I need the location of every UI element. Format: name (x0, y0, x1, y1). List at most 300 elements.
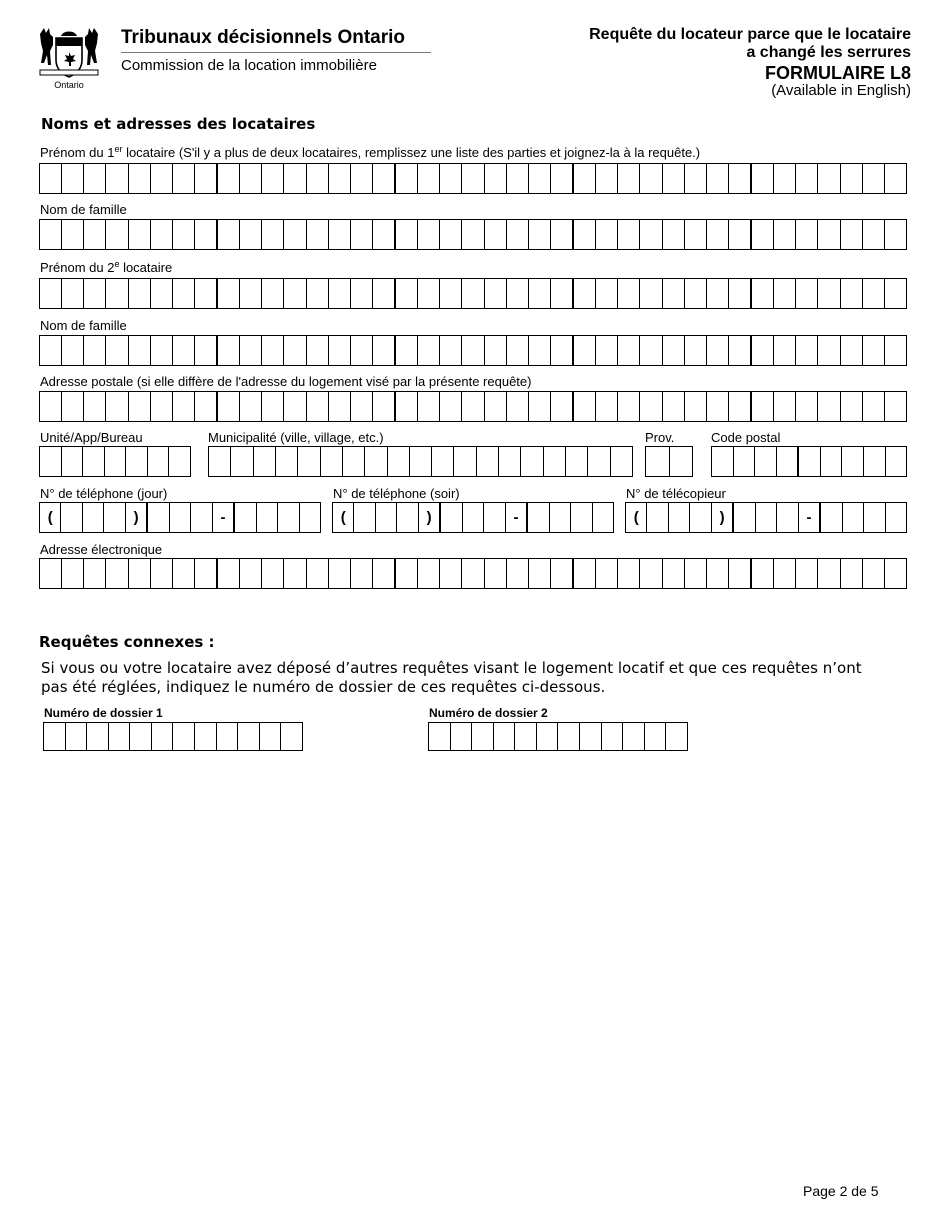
character-box[interactable] (106, 559, 128, 588)
character-box[interactable] (40, 164, 62, 193)
character-box[interactable] (307, 164, 329, 193)
digit-box[interactable] (148, 503, 169, 532)
character-box[interactable] (685, 559, 707, 588)
character-box[interactable] (84, 164, 106, 193)
digit-box[interactable] (550, 503, 571, 532)
character-box[interactable] (40, 392, 62, 421)
first-name-2-field[interactable] (39, 278, 907, 309)
character-box[interactable] (62, 336, 84, 365)
phone-day-field[interactable] (39, 502, 321, 533)
character-box[interactable] (841, 336, 863, 365)
character-box[interactable] (307, 279, 329, 308)
character-box[interactable] (707, 220, 729, 249)
character-box[interactable] (580, 723, 602, 750)
character-box[interactable] (774, 336, 796, 365)
character-box[interactable] (106, 336, 128, 365)
character-box[interactable] (84, 392, 106, 421)
character-box[interactable] (841, 559, 863, 588)
character-box[interactable] (537, 723, 559, 750)
character-box[interactable] (885, 164, 906, 193)
digit-box[interactable] (354, 503, 375, 532)
character-box[interactable] (796, 220, 818, 249)
character-box[interactable] (418, 559, 440, 588)
character-box[interactable] (454, 447, 476, 476)
character-box[interactable] (62, 559, 84, 588)
digit-box[interactable] (376, 503, 397, 532)
character-box[interactable] (151, 392, 173, 421)
character-box[interactable] (529, 279, 551, 308)
character-box[interactable] (307, 220, 329, 249)
character-box[interactable] (262, 220, 284, 249)
character-box[interactable] (729, 220, 752, 249)
character-box[interactable] (515, 723, 537, 750)
digit-box[interactable] (571, 503, 592, 532)
character-box[interactable] (195, 279, 218, 308)
character-box[interactable] (818, 392, 840, 421)
character-box[interactable] (685, 279, 707, 308)
character-box[interactable] (885, 279, 906, 308)
character-box[interactable] (863, 279, 885, 308)
character-box[interactable] (551, 279, 574, 308)
character-box[interactable] (752, 279, 774, 308)
character-box[interactable] (451, 723, 473, 750)
digit-box[interactable] (864, 503, 885, 532)
character-box[interactable] (62, 164, 84, 193)
character-box[interactable] (298, 447, 320, 476)
digit-box[interactable] (278, 503, 299, 532)
character-box[interactable] (611, 447, 632, 476)
character-box[interactable] (218, 392, 240, 421)
character-box[interactable] (729, 336, 752, 365)
province-field[interactable] (645, 446, 693, 477)
character-box[interactable] (729, 279, 752, 308)
character-box[interactable] (388, 447, 410, 476)
character-box[interactable] (821, 447, 843, 476)
character-box[interactable] (752, 164, 774, 193)
character-box[interactable] (284, 336, 306, 365)
character-box[interactable] (618, 164, 640, 193)
character-box[interactable] (885, 336, 906, 365)
character-box[interactable] (218, 279, 240, 308)
character-box[interactable] (507, 336, 529, 365)
character-box[interactable] (507, 392, 529, 421)
character-box[interactable] (429, 723, 451, 750)
character-box[interactable] (863, 164, 885, 193)
mailing-address-field[interactable] (39, 391, 907, 422)
character-box[interactable] (40, 447, 62, 476)
character-box[interactable] (864, 447, 886, 476)
character-box[interactable] (618, 559, 640, 588)
character-box[interactable] (62, 220, 84, 249)
character-box[interactable] (596, 279, 618, 308)
character-box[interactable] (818, 336, 840, 365)
character-box[interactable] (685, 392, 707, 421)
character-box[interactable] (173, 220, 195, 249)
digit-box[interactable] (777, 503, 798, 532)
character-box[interactable] (774, 559, 796, 588)
character-box[interactable] (596, 164, 618, 193)
character-box[interactable] (238, 723, 260, 750)
character-box[interactable] (307, 559, 329, 588)
character-box[interactable] (329, 392, 351, 421)
character-box[interactable] (262, 336, 284, 365)
character-box[interactable] (218, 164, 240, 193)
character-box[interactable] (529, 559, 551, 588)
character-box[interactable] (462, 392, 484, 421)
character-box[interactable] (863, 220, 885, 249)
character-box[interactable] (574, 279, 596, 308)
character-box[interactable] (365, 447, 387, 476)
character-box[interactable] (351, 559, 373, 588)
character-box[interactable] (645, 723, 667, 750)
character-box[interactable] (485, 336, 507, 365)
character-box[interactable] (646, 447, 670, 476)
character-box[interactable] (574, 164, 596, 193)
character-box[interactable] (151, 336, 173, 365)
digit-box[interactable] (647, 503, 668, 532)
character-box[interactable] (729, 392, 752, 421)
character-box[interactable] (796, 336, 818, 365)
character-box[interactable] (841, 164, 863, 193)
character-box[interactable] (440, 559, 462, 588)
character-box[interactable] (885, 559, 906, 588)
last-name-2-field[interactable] (39, 335, 907, 366)
character-box[interactable] (462, 220, 484, 249)
character-box[interactable] (529, 336, 551, 365)
character-box[interactable] (818, 220, 840, 249)
character-box[interactable] (373, 220, 396, 249)
character-box[interactable] (670, 447, 693, 476)
character-box[interactable] (707, 164, 729, 193)
character-box[interactable] (685, 220, 707, 249)
character-box[interactable] (129, 392, 151, 421)
municipality-field[interactable] (208, 446, 633, 477)
character-box[interactable] (618, 220, 640, 249)
fax-field[interactable] (625, 502, 907, 533)
character-box[interactable] (507, 220, 529, 249)
character-box[interactable] (499, 447, 521, 476)
character-box[interactable] (707, 279, 729, 308)
character-box[interactable] (396, 392, 418, 421)
character-box[interactable] (885, 220, 906, 249)
character-box[interactable] (218, 559, 240, 588)
character-box[interactable] (551, 220, 574, 249)
character-box[interactable] (418, 279, 440, 308)
character-box[interactable] (485, 559, 507, 588)
character-box[interactable] (574, 392, 596, 421)
character-box[interactable] (40, 220, 62, 249)
character-box[interactable] (551, 392, 574, 421)
character-box[interactable] (105, 447, 127, 476)
last-name-1-field[interactable] (39, 219, 907, 250)
character-box[interactable] (262, 559, 284, 588)
digit-box[interactable] (821, 503, 842, 532)
character-box[interactable] (885, 392, 906, 421)
character-box[interactable] (841, 392, 863, 421)
character-box[interactable] (818, 559, 840, 588)
character-box[interactable] (596, 336, 618, 365)
character-box[interactable] (209, 447, 231, 476)
character-box[interactable] (281, 723, 302, 750)
character-box[interactable] (84, 336, 106, 365)
digit-box[interactable] (441, 503, 462, 532)
character-box[interactable] (307, 392, 329, 421)
character-box[interactable] (195, 336, 218, 365)
character-box[interactable] (640, 392, 662, 421)
character-box[interactable] (151, 220, 173, 249)
character-box[interactable] (240, 336, 262, 365)
character-box[interactable] (432, 447, 454, 476)
digit-box[interactable] (104, 503, 125, 532)
character-box[interactable] (106, 392, 128, 421)
character-box[interactable] (774, 392, 796, 421)
character-box[interactable] (307, 336, 329, 365)
character-box[interactable] (106, 279, 128, 308)
character-box[interactable] (755, 447, 777, 476)
character-box[interactable] (440, 279, 462, 308)
character-box[interactable] (663, 164, 685, 193)
character-box[interactable] (329, 559, 351, 588)
character-box[interactable] (195, 164, 218, 193)
digit-box[interactable] (756, 503, 777, 532)
character-box[interactable] (462, 279, 484, 308)
character-box[interactable] (109, 723, 131, 750)
character-box[interactable] (373, 279, 396, 308)
character-box[interactable] (618, 279, 640, 308)
character-box[interactable] (240, 392, 262, 421)
character-box[interactable] (485, 164, 507, 193)
character-box[interactable] (148, 447, 170, 476)
character-box[interactable] (640, 279, 662, 308)
character-box[interactable] (551, 559, 574, 588)
character-box[interactable] (284, 279, 306, 308)
character-box[interactable] (663, 559, 685, 588)
character-box[interactable] (774, 220, 796, 249)
character-box[interactable] (106, 220, 128, 249)
character-box[interactable] (440, 220, 462, 249)
character-box[interactable] (666, 723, 687, 750)
digit-box[interactable] (463, 503, 484, 532)
character-box[interactable] (777, 447, 800, 476)
character-box[interactable] (195, 392, 218, 421)
character-box[interactable] (329, 164, 351, 193)
character-box[interactable] (507, 164, 529, 193)
character-box[interactable] (240, 559, 262, 588)
character-box[interactable] (418, 336, 440, 365)
character-box[interactable] (240, 279, 262, 308)
character-box[interactable] (440, 164, 462, 193)
character-box[interactable] (195, 723, 217, 750)
character-box[interactable] (284, 220, 306, 249)
digit-box[interactable] (300, 503, 320, 532)
character-box[interactable] (66, 723, 88, 750)
character-box[interactable] (729, 559, 752, 588)
character-box[interactable] (84, 220, 106, 249)
character-box[interactable] (240, 164, 262, 193)
character-box[interactable] (396, 559, 418, 588)
character-box[interactable] (40, 559, 62, 588)
character-box[interactable] (129, 220, 151, 249)
character-box[interactable] (685, 336, 707, 365)
character-box[interactable] (173, 559, 195, 588)
character-box[interactable] (126, 447, 148, 476)
character-box[interactable] (396, 279, 418, 308)
character-box[interactable] (276, 447, 298, 476)
character-box[interactable] (477, 447, 499, 476)
character-box[interactable] (321, 447, 343, 476)
character-box[interactable] (260, 723, 282, 750)
character-box[interactable] (173, 392, 195, 421)
character-box[interactable] (529, 220, 551, 249)
unit-field[interactable] (39, 446, 191, 477)
character-box[interactable] (195, 220, 218, 249)
character-box[interactable] (485, 392, 507, 421)
character-box[interactable] (218, 220, 240, 249)
character-box[interactable] (707, 559, 729, 588)
character-box[interactable] (574, 220, 596, 249)
character-box[interactable] (284, 392, 306, 421)
character-box[interactable] (485, 220, 507, 249)
postal-code-field[interactable] (711, 446, 907, 477)
character-box[interactable] (351, 336, 373, 365)
character-box[interactable] (774, 164, 796, 193)
character-box[interactable] (152, 723, 174, 750)
character-box[interactable] (640, 559, 662, 588)
character-box[interactable] (83, 447, 105, 476)
digit-box[interactable] (886, 503, 906, 532)
character-box[interactable] (329, 336, 351, 365)
character-box[interactable] (596, 220, 618, 249)
character-box[interactable] (551, 336, 574, 365)
character-box[interactable] (886, 447, 907, 476)
character-box[interactable] (566, 447, 588, 476)
character-box[interactable] (373, 392, 396, 421)
character-box[interactable] (752, 220, 774, 249)
character-box[interactable] (240, 220, 262, 249)
character-box[interactable] (712, 447, 734, 476)
character-box[interactable] (707, 392, 729, 421)
character-box[interactable] (396, 220, 418, 249)
character-box[interactable] (62, 279, 84, 308)
character-box[interactable] (596, 559, 618, 588)
character-box[interactable] (841, 220, 863, 249)
character-box[interactable] (284, 559, 306, 588)
character-box[interactable] (262, 279, 284, 308)
character-box[interactable] (173, 279, 195, 308)
character-box[interactable] (462, 559, 484, 588)
character-box[interactable] (485, 279, 507, 308)
character-box[interactable] (558, 723, 580, 750)
character-box[interactable] (440, 336, 462, 365)
character-box[interactable] (195, 559, 218, 588)
character-box[interactable] (129, 336, 151, 365)
character-box[interactable] (752, 336, 774, 365)
digit-box[interactable] (484, 503, 505, 532)
character-box[interactable] (396, 336, 418, 365)
character-box[interactable] (462, 164, 484, 193)
character-box[interactable] (663, 220, 685, 249)
character-box[interactable] (62, 447, 84, 476)
character-box[interactable] (596, 392, 618, 421)
character-box[interactable] (842, 447, 864, 476)
character-box[interactable] (129, 164, 151, 193)
character-box[interactable] (588, 447, 610, 476)
character-box[interactable] (841, 279, 863, 308)
character-box[interactable] (663, 392, 685, 421)
character-box[interactable] (618, 392, 640, 421)
character-box[interactable] (818, 279, 840, 308)
character-box[interactable] (84, 559, 106, 588)
character-box[interactable] (373, 336, 396, 365)
first-name-1-field[interactable] (39, 163, 907, 194)
character-box[interactable] (863, 559, 885, 588)
character-box[interactable] (507, 279, 529, 308)
character-box[interactable] (707, 336, 729, 365)
character-box[interactable] (87, 723, 109, 750)
character-box[interactable] (685, 164, 707, 193)
character-box[interactable] (262, 164, 284, 193)
character-box[interactable] (640, 220, 662, 249)
file-number-1-field[interactable] (43, 722, 303, 751)
character-box[interactable] (373, 559, 396, 588)
character-box[interactable] (343, 447, 365, 476)
character-box[interactable] (774, 279, 796, 308)
character-box[interactable] (551, 164, 574, 193)
character-box[interactable] (410, 447, 432, 476)
digit-box[interactable] (170, 503, 191, 532)
character-box[interactable] (799, 447, 821, 476)
character-box[interactable] (663, 336, 685, 365)
digit-box[interactable] (528, 503, 549, 532)
character-box[interactable] (254, 447, 276, 476)
character-box[interactable] (796, 164, 818, 193)
character-box[interactable] (418, 392, 440, 421)
character-box[interactable] (151, 164, 173, 193)
character-box[interactable] (284, 164, 306, 193)
character-box[interactable] (574, 336, 596, 365)
character-box[interactable] (529, 164, 551, 193)
character-box[interactable] (752, 559, 774, 588)
digit-box[interactable] (734, 503, 755, 532)
character-box[interactable] (796, 559, 818, 588)
character-box[interactable] (231, 447, 253, 476)
digit-box[interactable] (191, 503, 212, 532)
character-box[interactable] (40, 279, 62, 308)
character-box[interactable] (640, 336, 662, 365)
character-box[interactable] (129, 279, 151, 308)
character-box[interactable] (173, 336, 195, 365)
character-box[interactable] (602, 723, 624, 750)
character-box[interactable] (329, 220, 351, 249)
character-box[interactable] (173, 723, 195, 750)
character-box[interactable] (796, 279, 818, 308)
character-box[interactable] (62, 392, 84, 421)
character-box[interactable] (663, 279, 685, 308)
phone-evening-field[interactable] (332, 502, 614, 533)
digit-box[interactable] (397, 503, 418, 532)
character-box[interactable] (351, 220, 373, 249)
character-box[interactable] (863, 392, 885, 421)
character-box[interactable] (462, 336, 484, 365)
digit-box[interactable] (257, 503, 278, 532)
digit-box[interactable] (669, 503, 690, 532)
character-box[interactable] (351, 392, 373, 421)
character-box[interactable] (472, 723, 494, 750)
character-box[interactable] (863, 336, 885, 365)
character-box[interactable] (818, 164, 840, 193)
character-box[interactable] (574, 559, 596, 588)
character-box[interactable] (40, 336, 62, 365)
